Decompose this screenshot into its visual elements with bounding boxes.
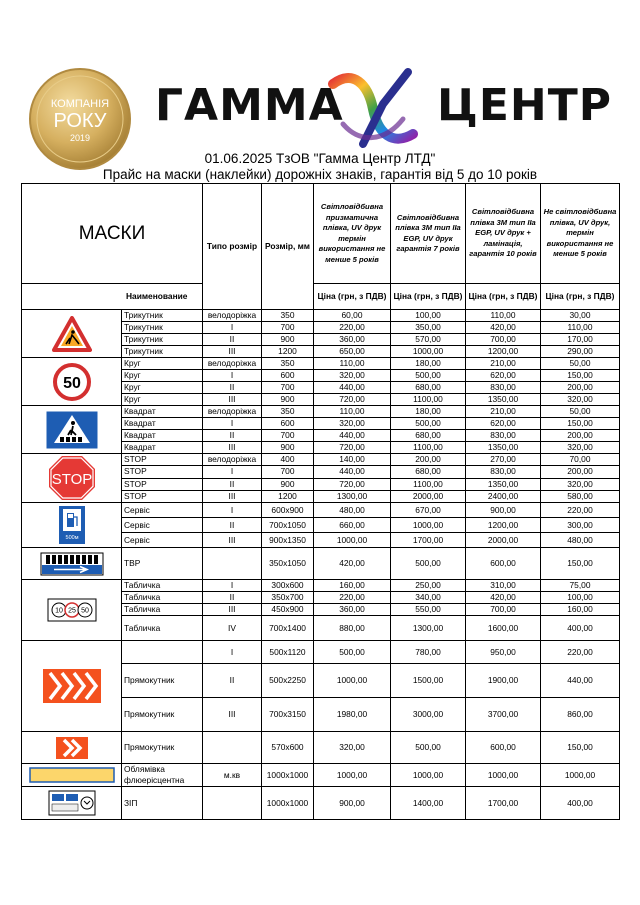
price-cell-film-3: 700,00 xyxy=(466,334,541,346)
price-cell-film-3: 1200,00 xyxy=(466,346,541,358)
table-row xyxy=(22,406,620,418)
item-name-cell: Квадрат xyxy=(122,430,203,442)
svg-text:500м: 500м xyxy=(65,535,78,541)
price-cell-film-3: 620,00 xyxy=(466,370,541,382)
brand-name-right: ЦЕНТР xyxy=(437,80,612,131)
svg-text:50: 50 xyxy=(62,374,81,392)
price-table xyxy=(21,183,620,820)
item-name-cell: Круг xyxy=(122,394,203,406)
size-type-cell: I xyxy=(203,466,262,478)
price-cell-film-1: 360,00 xyxy=(314,604,391,616)
price-cell-film-3: 210,00 xyxy=(466,406,541,418)
item-name-cell: ЗІП xyxy=(122,787,203,820)
price-cell-film-1: 880,00 xyxy=(314,616,391,641)
item-name-cell: Сервіс xyxy=(122,503,203,518)
price-cell-film-1: 720,00 xyxy=(314,442,391,454)
price-cell-film-2: 1000,00 xyxy=(391,764,466,787)
price-cell-film-3: 1600,00 xyxy=(466,616,541,641)
brand-name-left: ГАММА xyxy=(155,80,344,131)
price-cell-film-3: 950,00 xyxy=(466,641,541,664)
price-cell-film-2: 250,00 xyxy=(391,580,466,592)
price-cell-film-3: 700,00 xyxy=(466,604,541,616)
price-cell-film-1: 320,00 xyxy=(314,370,391,382)
name-header: Наименование xyxy=(22,284,203,310)
size-mm-cell: 1000x1000 xyxy=(262,764,314,787)
table-row xyxy=(22,641,620,664)
direction-arrow-sign-icon xyxy=(22,548,122,580)
price-cell-film-3: 900,00 xyxy=(466,503,541,518)
size-type-cell: III xyxy=(203,490,262,502)
price-cell-film-4: 150,00 xyxy=(541,418,620,430)
item-name-cell: Квадрат xyxy=(122,418,203,430)
table-row xyxy=(22,503,620,518)
price-cell-film-4: 300,00 xyxy=(541,518,620,533)
svg-text:50: 50 xyxy=(80,607,89,615)
size-type-cell: велодоріжка xyxy=(203,454,262,466)
chevron-rectangle-sign-icon xyxy=(22,641,122,732)
price-cell-film-1: 900,00 xyxy=(314,787,391,820)
size-mm-cell: 1000x1000 xyxy=(262,787,314,820)
size-mm-cell: 350 xyxy=(262,310,314,322)
price-cell-film-3: 3700,00 xyxy=(466,698,541,732)
item-name-cell: Сервіс xyxy=(122,533,203,548)
badge-line3: 2019 xyxy=(69,133,91,143)
size-type-cell: I xyxy=(203,580,262,592)
size-mm-header: Розмір, мм xyxy=(262,184,314,310)
price-cell-film-2: 1000,00 xyxy=(391,346,466,358)
table-row xyxy=(22,732,620,764)
size-type-cell: III xyxy=(203,533,262,548)
price-cell-film-4: 30,00 xyxy=(541,310,620,322)
size-type-cell: велодоріжка xyxy=(203,406,262,418)
size-type-cell: велодоріжка xyxy=(203,358,262,370)
price-cell-film-4: 320,00 xyxy=(541,442,620,454)
price-cell-film-2: 180,00 xyxy=(391,358,466,370)
size-type-cell: III xyxy=(203,604,262,616)
price-cell-film-4: 150,00 xyxy=(541,732,620,764)
size-mm-cell: 350x1050 xyxy=(262,548,314,580)
price-cell-film-2: 3000,00 xyxy=(391,698,466,732)
price-cell-film-2: 1700,00 xyxy=(391,533,466,548)
size-mm-cell: 700 xyxy=(262,466,314,478)
price-cell-film-2: 1100,00 xyxy=(391,478,466,490)
roadworks-warning-sign-icon xyxy=(22,310,122,358)
price-cell-film-4: 440,00 xyxy=(541,664,620,698)
size-type-cell xyxy=(203,787,262,820)
price-cell-film-4: 100,00 xyxy=(541,592,620,604)
table-row xyxy=(22,764,620,787)
size-mm-cell: 500x1120 xyxy=(262,641,314,664)
price-cell-film-2: 680,00 xyxy=(391,466,466,478)
film-header-3: Світловідбивна плівка 3М тип IIa EGP, UV друк + ламінація, гарантія 10 років xyxy=(466,184,541,284)
table-row xyxy=(22,310,620,322)
size-type-cell: III xyxy=(203,442,262,454)
table-row xyxy=(22,787,620,820)
table-row xyxy=(22,580,620,592)
price-cell-film-3: 2000,00 xyxy=(466,533,541,548)
company-logo xyxy=(155,64,612,150)
price-header-1: Ціна (грн, з ПДВ) xyxy=(314,284,391,310)
svg-text:10: 10 xyxy=(54,607,63,615)
price-cell-film-1: 140,00 xyxy=(314,454,391,466)
size-mm-cell: 700 xyxy=(262,382,314,394)
size-mm-cell: 900x1350 xyxy=(262,533,314,548)
price-cell-film-1: 220,00 xyxy=(314,592,391,604)
size-mm-cell: 700 xyxy=(262,430,314,442)
plate-10-25-50-sign-icon xyxy=(22,580,122,641)
size-mm-cell: 600x900 xyxy=(262,503,314,518)
table-row xyxy=(22,454,620,466)
film-header-4: Не світловідбивна плівка, UV друк, термін використання не менше 5 років xyxy=(541,184,620,284)
price-cell-film-1: 220,00 xyxy=(314,322,391,334)
size-mm-cell: 500x2250 xyxy=(262,664,314,698)
size-mm-cell: 700x1050 xyxy=(262,518,314,533)
price-cell-film-2: 500,00 xyxy=(391,548,466,580)
price-cell-film-3: 2400,00 xyxy=(466,490,541,502)
masks-title: МАСКИ xyxy=(22,184,203,284)
price-cell-film-3: 830,00 xyxy=(466,430,541,442)
price-cell-film-3: 420,00 xyxy=(466,322,541,334)
size-type-cell: велодоріжка xyxy=(203,310,262,322)
price-cell-film-3: 1900,00 xyxy=(466,664,541,698)
price-cell-film-3: 1350,00 xyxy=(466,442,541,454)
price-cell-film-4: 50,00 xyxy=(541,406,620,418)
price-cell-film-3: 830,00 xyxy=(466,382,541,394)
table-body xyxy=(22,310,620,820)
size-type-cell xyxy=(203,732,262,764)
size-type-cell: II xyxy=(203,334,262,346)
price-cell-film-2: 570,00 xyxy=(391,334,466,346)
badge-line2: РОКУ xyxy=(53,110,107,132)
item-name-cell: Трикутник xyxy=(122,310,203,322)
item-name-cell: Круг xyxy=(122,382,203,394)
size-mm-cell: 300x600 xyxy=(262,580,314,592)
size-mm-cell: 700x3150 xyxy=(262,698,314,732)
item-name-cell: STOP xyxy=(122,454,203,466)
size-mm-cell: 600 xyxy=(262,418,314,430)
item-name-cell: STOP xyxy=(122,466,203,478)
price-cell-film-4: 1000,00 xyxy=(541,764,620,787)
price-cell-film-2: 500,00 xyxy=(391,732,466,764)
item-name-cell: Круг xyxy=(122,358,203,370)
price-cell-film-2: 500,00 xyxy=(391,370,466,382)
price-cell-film-1: 1000,00 xyxy=(314,533,391,548)
size-mm-cell: 450x900 xyxy=(262,604,314,616)
price-cell-film-2: 1500,00 xyxy=(391,664,466,698)
price-cell-film-2: 100,00 xyxy=(391,310,466,322)
size-type-cell: I xyxy=(203,418,262,430)
item-name-cell: Прямокутник xyxy=(122,664,203,698)
price-cell-film-4: 320,00 xyxy=(541,394,620,406)
price-cell-film-1: 60,00 xyxy=(314,310,391,322)
price-cell-film-4: 200,00 xyxy=(541,466,620,478)
size-mm-cell: 600 xyxy=(262,370,314,382)
item-name-cell: Табличка xyxy=(122,580,203,592)
item-name-cell: Трикутник xyxy=(122,346,203,358)
fluorescent-border-strip-icon xyxy=(22,764,122,787)
price-cell-film-2: 550,00 xyxy=(391,604,466,616)
price-cell-film-2: 670,00 xyxy=(391,503,466,518)
price-cell-film-1: 160,00 xyxy=(314,580,391,592)
price-cell-film-2: 500,00 xyxy=(391,418,466,430)
price-header-4: Ціна (грн, з ПДВ) xyxy=(541,284,620,310)
price-cell-film-2: 1400,00 xyxy=(391,787,466,820)
price-cell-film-1: 110,00 xyxy=(314,358,391,370)
item-name-cell xyxy=(122,641,203,664)
price-cell-film-2: 1300,00 xyxy=(391,616,466,641)
size-type-cell: I xyxy=(203,370,262,382)
price-cell-film-1: 1980,00 xyxy=(314,698,391,732)
item-name-cell: Табличка xyxy=(122,616,203,641)
price-cell-film-1: 720,00 xyxy=(314,394,391,406)
item-name-cell: Облямівка флюерісцентна xyxy=(122,764,203,787)
document-date-company: 01.06.2025 ТзОВ "Гамма Центр ЛТД" xyxy=(204,151,436,166)
size-mm-cell: 700x1400 xyxy=(262,616,314,641)
price-cell-film-3: 600,00 xyxy=(466,732,541,764)
svg-text:25: 25 xyxy=(67,607,76,615)
zip-information-sign-icon xyxy=(22,787,122,820)
price-cell-film-4: 150,00 xyxy=(541,370,620,382)
size-type-cell: III xyxy=(203,698,262,732)
price-cell-film-1: 360,00 xyxy=(314,334,391,346)
size-type-cell: I xyxy=(203,322,262,334)
price-cell-film-2: 680,00 xyxy=(391,382,466,394)
size-type-cell: III xyxy=(203,394,262,406)
price-cell-film-1: 320,00 xyxy=(314,732,391,764)
price-cell-film-4: 580,00 xyxy=(541,490,620,502)
price-cell-film-4: 70,00 xyxy=(541,454,620,466)
item-name-cell: Трикутник xyxy=(122,322,203,334)
price-cell-film-4: 220,00 xyxy=(541,641,620,664)
price-cell-film-3: 1200,00 xyxy=(466,518,541,533)
size-mm-cell: 1200 xyxy=(262,346,314,358)
price-cell-film-3: 1000,00 xyxy=(466,764,541,787)
price-cell-film-3: 1700,00 xyxy=(466,787,541,820)
price-header-3: Ціна (грн, з ПДВ) xyxy=(466,284,541,310)
price-cell-film-2: 200,00 xyxy=(391,454,466,466)
size-type-cell: II xyxy=(203,592,262,604)
size-type-cell: II xyxy=(203,518,262,533)
price-cell-film-1: 1000,00 xyxy=(314,764,391,787)
item-name-cell: Табличка xyxy=(122,592,203,604)
price-cell-film-4: 480,00 xyxy=(541,533,620,548)
item-name-cell: STOP xyxy=(122,490,203,502)
price-cell-film-2: 180,00 xyxy=(391,406,466,418)
price-cell-film-3: 420,00 xyxy=(466,592,541,604)
price-cell-film-4: 150,00 xyxy=(541,548,620,580)
price-cell-film-1: 480,00 xyxy=(314,503,391,518)
price-cell-film-3: 600,00 xyxy=(466,548,541,580)
item-name-cell: Круг xyxy=(122,370,203,382)
badge-line1: КОМПАНІЯ xyxy=(50,98,110,110)
price-cell-film-3: 110,00 xyxy=(466,310,541,322)
price-cell-film-2: 780,00 xyxy=(391,641,466,664)
price-cell-film-3: 310,00 xyxy=(466,580,541,592)
price-cell-film-2: 2000,00 xyxy=(391,490,466,502)
price-cell-film-1: 660,00 xyxy=(314,518,391,533)
price-cell-film-3: 620,00 xyxy=(466,418,541,430)
size-type-header: Типо розмір xyxy=(203,184,262,310)
size-type-cell xyxy=(203,548,262,580)
size-mm-cell: 350 xyxy=(262,358,314,370)
gamma-symbol-icon xyxy=(323,64,423,150)
price-cell-film-4: 860,00 xyxy=(541,698,620,732)
table-row xyxy=(22,548,620,580)
item-name-cell: STOP xyxy=(122,478,203,490)
size-type-cell: II xyxy=(203,430,262,442)
size-mm-cell: 350 xyxy=(262,406,314,418)
price-cell-film-4: 200,00 xyxy=(541,382,620,394)
price-cell-film-1: 440,00 xyxy=(314,430,391,442)
price-cell-film-4: 110,00 xyxy=(541,322,620,334)
item-name-cell: Прямокутник xyxy=(122,732,203,764)
price-cell-film-1: 720,00 xyxy=(314,478,391,490)
speed-limit-50-sign-icon xyxy=(22,358,122,406)
price-cell-film-3: 210,00 xyxy=(466,358,541,370)
size-type-cell: I xyxy=(203,503,262,518)
price-cell-film-1: 440,00 xyxy=(314,382,391,394)
price-cell-film-1: 110,00 xyxy=(314,406,391,418)
size-type-cell: I xyxy=(203,641,262,664)
size-mm-cell: 700 xyxy=(262,322,314,334)
table-row xyxy=(22,358,620,370)
size-mm-cell: 900 xyxy=(262,442,314,454)
size-mm-cell: 900 xyxy=(262,334,314,346)
size-type-cell: II xyxy=(203,478,262,490)
item-name-cell: ТВР xyxy=(122,548,203,580)
price-cell-film-1: 320,00 xyxy=(314,418,391,430)
price-cell-film-4: 290,00 xyxy=(541,346,620,358)
price-cell-film-2: 1000,00 xyxy=(391,518,466,533)
price-cell-film-4: 320,00 xyxy=(541,478,620,490)
size-mm-cell: 400 xyxy=(262,454,314,466)
item-name-cell: Прямокутник xyxy=(122,698,203,732)
size-mm-cell: 900 xyxy=(262,478,314,490)
size-type-cell: м.кв xyxy=(203,764,262,787)
price-cell-film-1: 440,00 xyxy=(314,466,391,478)
price-cell-film-2: 1100,00 xyxy=(391,442,466,454)
price-cell-film-4: 400,00 xyxy=(541,787,620,820)
price-cell-film-1: 1000,00 xyxy=(314,664,391,698)
size-type-cell: IV xyxy=(203,616,262,641)
price-header-2: Ціна (грн, з ПДВ) xyxy=(391,284,466,310)
price-cell-film-3: 1350,00 xyxy=(466,478,541,490)
item-name-cell: Трикутник xyxy=(122,334,203,346)
film-header-1: Світловідбивна призматична плівка, UV друк термін використання не менше 5 років xyxy=(314,184,391,284)
price-cell-film-3: 270,00 xyxy=(466,454,541,466)
price-cell-film-4: 160,00 xyxy=(541,604,620,616)
item-name-cell: Квадрат xyxy=(122,442,203,454)
size-type-cell: III xyxy=(203,346,262,358)
price-cell-film-1: 420,00 xyxy=(314,548,391,580)
price-cell-film-4: 220,00 xyxy=(541,503,620,518)
size-mm-cell: 1200 xyxy=(262,490,314,502)
price-cell-film-3: 830,00 xyxy=(466,466,541,478)
price-cell-film-4: 200,00 xyxy=(541,430,620,442)
size-mm-cell: 900 xyxy=(262,394,314,406)
size-mm-cell: 570x600 xyxy=(262,732,314,764)
fuel-station-service-sign-icon xyxy=(22,503,122,548)
price-cell-film-4: 170,00 xyxy=(541,334,620,346)
price-cell-film-1: 1300,00 xyxy=(314,490,391,502)
pedestrian-crossing-sign-icon xyxy=(22,406,122,454)
document-title: Прайс на маски (наклейки) дорожніх знаків, гарантія від 5 до 10 років xyxy=(102,167,538,182)
size-mm-cell: 350x700 xyxy=(262,592,314,604)
svg-text:STOP: STOP xyxy=(51,471,92,488)
price-cell-film-2: 340,00 xyxy=(391,592,466,604)
film-header-2: Світловідбивна плівка 3М тип IIa EGP, UV друк гарантія 7 років xyxy=(391,184,466,284)
price-cell-film-2: 680,00 xyxy=(391,430,466,442)
price-cell-film-3: 1350,00 xyxy=(466,394,541,406)
price-cell-film-1: 500,00 xyxy=(314,641,391,664)
price-cell-film-4: 50,00 xyxy=(541,358,620,370)
item-name-cell: Квадрат xyxy=(122,406,203,418)
price-cell-film-4: 400,00 xyxy=(541,616,620,641)
stop-sign-icon xyxy=(22,454,122,503)
item-name-cell: Сервіс xyxy=(122,518,203,533)
price-cell-film-2: 1100,00 xyxy=(391,394,466,406)
chevron-small-sign-icon xyxy=(22,732,122,764)
price-cell-film-4: 75,00 xyxy=(541,580,620,592)
size-type-cell: II xyxy=(203,382,262,394)
price-cell-film-1: 650,00 xyxy=(314,346,391,358)
size-type-cell: II xyxy=(203,664,262,698)
item-name-cell: Табличка xyxy=(122,604,203,616)
price-cell-film-2: 350,00 xyxy=(391,322,466,334)
